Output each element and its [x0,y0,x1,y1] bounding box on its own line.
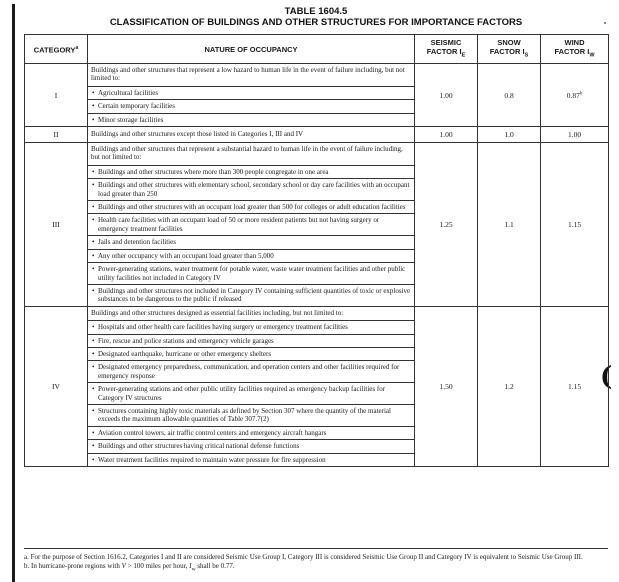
list-item: • Buildings and other structures with an occupant load greater than 500 for colleges or adult education facilities [88,200,414,213]
list-item: • Buildings and other structures having critical national defense functions [88,439,414,452]
list-item: • Agricultural facilities [88,86,414,99]
table-row [25,64,609,127]
category-cell: IV [25,306,88,466]
table-number: TABLE 1604.5 [284,6,348,17]
list-item: • Power-generating stations, water treatment for potable water, waste water treatment facilities and other public utility facilities not included in Category IV [88,262,414,284]
occupancy-intro: Buildings and other structures except those listed in Categories I, III and IV [91,130,304,139]
snow-factor-cell: 1.2 [478,306,541,466]
occupancy-cell [88,127,415,143]
wind-factor-cell: 1.15 [541,306,609,466]
list-item: • Designated emergency preparedness, communication, and operation centers and other facilities required for emergency response [88,360,414,382]
list-item: • Any other occupancy with an occupant load greater than 5,000 [88,249,414,262]
category-cell: II [25,127,88,143]
occupancy-cell [88,306,415,466]
table-caption: CLASSIFICATION OF BUILDINGS AND OTHER STRUCTURES FOR IMPORTANCE FACTORS [109,17,523,28]
header-category: CATEGORY$^a$ [25,35,88,64]
snow-factor-cell: 0.8 [478,64,541,127]
occupancy-intro: Buildings and other structures that represent a substantial hazard to human life in the event of failure including, but not limited to: [91,145,403,162]
category-cell: III [25,143,88,307]
header-row [25,35,609,64]
list-item: • Certain temporary facilities [88,99,414,112]
list-item: • Aviation control towers, air traffic control centers and emergency aircraft hangars [88,426,414,439]
list-item: • Buildings and other structures with elementary school, secondary school or day care facilities with an occupant load greater than 250 [88,178,414,200]
list-item: • Buildings and other structures where more than 300 people congregate in one area [88,165,414,178]
footnote-a: a. For the purpose of Section 1616.2, Categories I and II are considered Seismic Use Group I, Category III is considered Seismic Use Group II and Category IV is equivalent to Seismic Use Group III. [24,553,583,561]
list-item: • Power-generating stations and other public utility facilities required as emergency backup facilities for Category IV structures [88,382,414,404]
occupancy-cell [88,143,415,307]
wind-factor-cell: 1.15 [541,143,609,307]
list-item: • Hospitals and other health care facilities having surgery or emergency treatment facilities [88,320,414,333]
wind-factor-cell: 1.00 [541,127,609,143]
seismic-factor-cell: 1.00 [415,127,478,143]
seismic-factor-cell: 1.50 [415,306,478,466]
seismic-factor-cell: 1.25 [415,143,478,307]
table-row [25,143,609,307]
table-row [25,306,609,466]
list-item: • Buildings and other structures not included in Category IV containing sufficient quantities of toxic or explosive substances to be dangerous to the public if released [88,284,414,306]
list-item: • Minor storage facilities [88,113,414,126]
header-wind: WIND FACTOR $I_W$ [541,35,609,64]
snow-factor-cell: 1.1 [478,143,541,307]
list-item: • Fire, rescue and police stations and emergency vehicle garages [88,334,414,347]
occupancy-intro: Buildings and other structures designed as essential facilities including, but not limited to: [91,308,344,317]
importance-factor-table [24,34,609,467]
table-footnotes [24,548,608,574]
list-item: • Water treatment facilities required to maintain water pressure for fire suppression [88,453,414,466]
list-item: • Jails and detention facilities [88,235,414,248]
margin-bracket-mark: ( [600,362,613,392]
category-cell: I [25,64,88,127]
wind-factor-cell: 0.87$^b$ [541,64,609,127]
occupancy-cell [88,64,415,127]
occupancy-intro: Buildings and other structures that represent a low hazard to human life in the event of failure including, but not limited to: [91,66,405,83]
snow-factor-cell: 1.0 [478,127,541,143]
list-item: • Designated earthquake, hurricane or other emergency shelters [88,347,414,360]
list-item: • Health care facilities with an occupant load of 50 or more resident patients but not having surgery or emergency treatment facilities [88,213,414,235]
footnote-b: b. In hurricane-prone regions with V > 100 miles per hour, $I_w$ shall be 0.77. [24,561,235,572]
page-edge-bar [12,4,15,582]
table-title [24,6,608,28]
header-seismic: SEISMIC FACTOR $I_E$ [415,35,478,64]
table-row [25,127,609,143]
header-occupancy: NATURE OF OCCUPANCY [88,35,415,64]
header-snow: SNOW FACTOR $I_S$ [478,35,541,64]
list-item: • Structures containing highly toxic materials as defined by Section 307 where the quantity of the material exceeds the maximum allowable quantities of Table 307.7(2) [88,404,414,426]
seismic-factor-cell: 1.00 [415,64,478,127]
